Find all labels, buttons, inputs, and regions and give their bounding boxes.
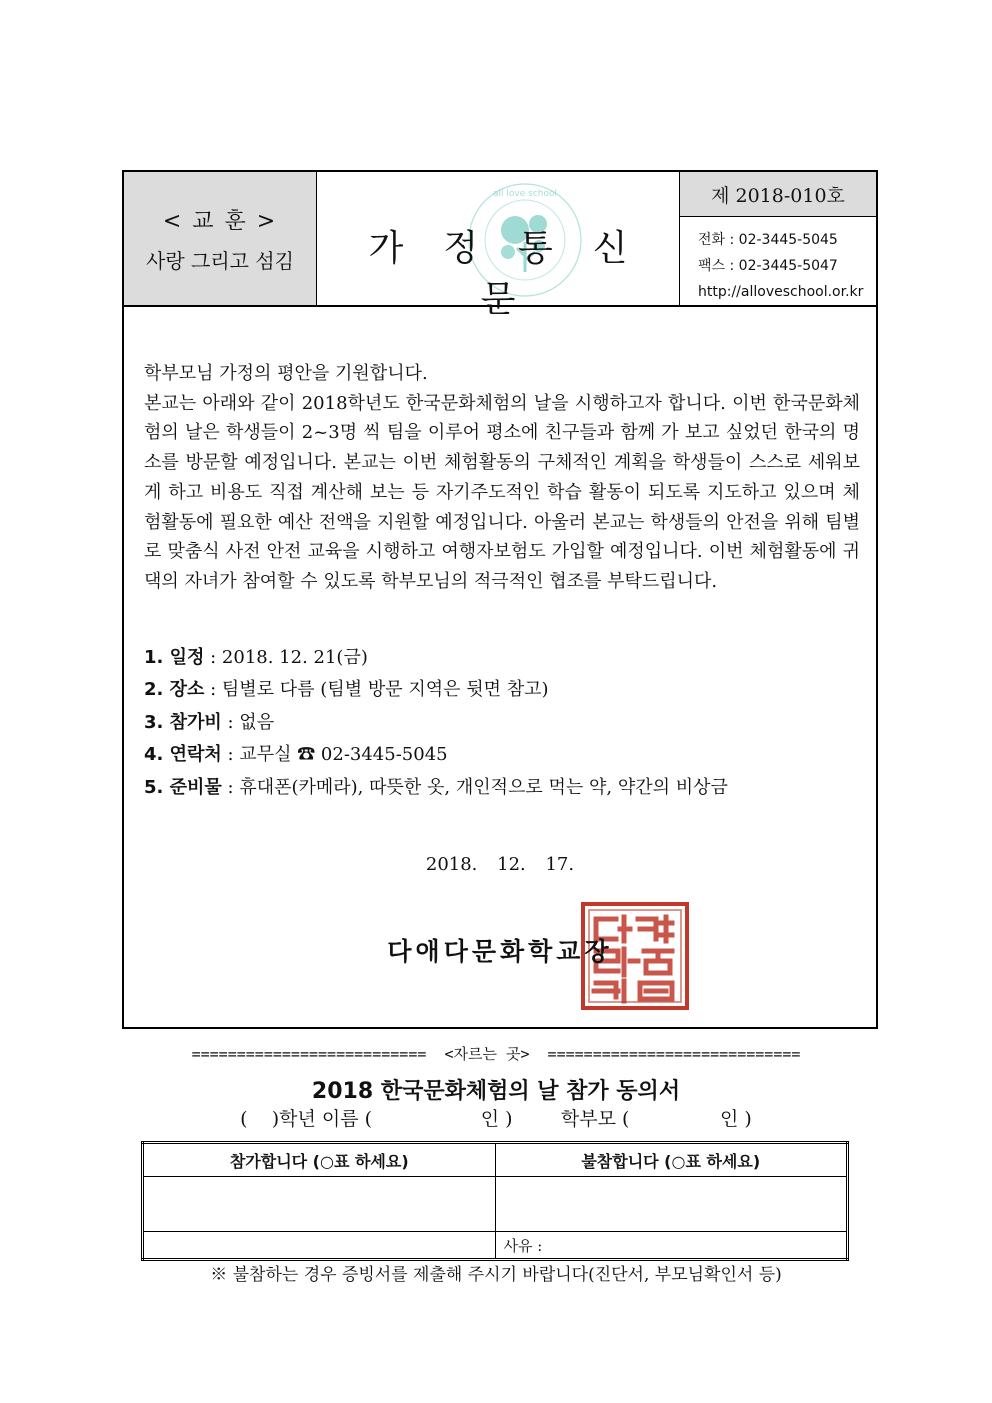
issue-info-cell [680,172,876,305]
newsletter-header [122,170,878,320]
letter-body-box [122,307,878,1029]
event-details-list [144,642,860,804]
detail-label: 5. 준비물 [144,776,222,798]
letter-text [144,359,860,597]
detail-label: 1. 일정 [144,647,205,668]
phone-number: 전화 : 02-3445-5045 [698,232,838,248]
detail-label: 4. 연락처 [144,744,222,766]
attend-column-header: 참가합니다 (○표 하세요) [143,1143,496,1177]
detail-item-location [144,674,860,706]
detail-item-fee [144,707,860,739]
school-motto-cell [124,172,317,305]
title-cell [317,172,680,320]
motto-title: < 교 훈 > [162,208,278,234]
detail-value: : 없음 [221,711,275,733]
cut-line: ========================== <자르는 곳> ============================ [191,1045,801,1063]
detail-item-schedule [144,642,860,674]
newsletter-title: 가정통신문 [368,228,668,320]
attend-mark-cell[interactable] [143,1177,496,1232]
detail-label: 3. 참가비 [144,711,222,733]
detail-value: : 2018. 12. 21(금) [204,647,368,668]
absence-footnote: ※ 불참하는 경우 증빙서를 제출해 주시기 바랍니다(진단서, 부모님확인서 등) [210,1265,782,1285]
detail-label: 2. 장소 [144,679,205,701]
issue-number: 제 2018-010호 [680,172,876,217]
reason-spacer-cell [143,1232,496,1260]
absent-mark-cell[interactable] [495,1177,848,1232]
principal-signature: 다애다문화학교장 [387,937,613,966]
detail-value: : 휴대폰(카메라), 따뜻한 옷, 개인적으로 먹는 약, 약간의 비상금 [221,776,728,798]
contact-block [680,217,876,305]
greeting-line: 학부모님 가정의 평안을 기원합니다. [144,363,428,384]
consent-table [141,1141,849,1261]
reason-cell[interactable]: 사유 : [495,1232,848,1260]
absent-column-header: 불참합니다 (○표 하세요) [495,1143,848,1177]
consent-header-row [143,1143,848,1177]
detail-item-contact [144,739,860,771]
consent-mark-row [143,1177,848,1232]
consent-form-title: 2018 한국문화체험의 날 참가 동의서 [311,1079,681,1104]
motto-text: 사랑 그리고 섬김 [146,248,294,273]
detail-value: : 교무실 ☎ 02-3445-5045 [221,744,448,766]
letter-paragraph: 본교는 아래와 같이 2018학년도 한국문화체험의 날을 시행하고자 합니다. 이번 한국문화체험의 날은 학생들이 2~3명 씩 팀을 이루어 평소에 친구들과 함께 가 보고 싶었던 한국의 명소를 방문할 예정입니다. 본교는 이번 체험활동의 구체적인 계획을 학생들이 스스로 세워보게 하고 비용도 직접 계산해 보는 등 자기주도적인 학습 활동이 되도록 지도하고 있으며 체험활동에 필요한 예산 전액을 지원할 예정입니다. 아울러 본교는 학생들의 안전을 위해 팀별로 맞춤식 사전 안전 교육을 시행하고 여행자보험도 가입할 예정입니다. 이번 체험활동에 귀댁의 자녀가 참여할 수 있도록 학부모님의 적극적인 협조를 부탁드립니다. [144,392,860,592]
student-parent-name-line[interactable]: ( )학년 이름 ( 인 ) 학부모 ( 인 ) [240,1108,752,1130]
detail-item-supplies [144,772,860,804]
detail-value: : 팀별로 다름 (팀별 방문 지역은 뒷면 참고) [204,679,549,701]
fax-number: 팩스 : 02-3445-5047 [698,258,838,274]
logo-ring-text: all love school [493,189,557,199]
website-link[interactable]: http://alloveschool.or.kr [698,284,864,300]
issue-date: 2018. 12. 17. [425,854,575,875]
reason-row [143,1232,848,1260]
